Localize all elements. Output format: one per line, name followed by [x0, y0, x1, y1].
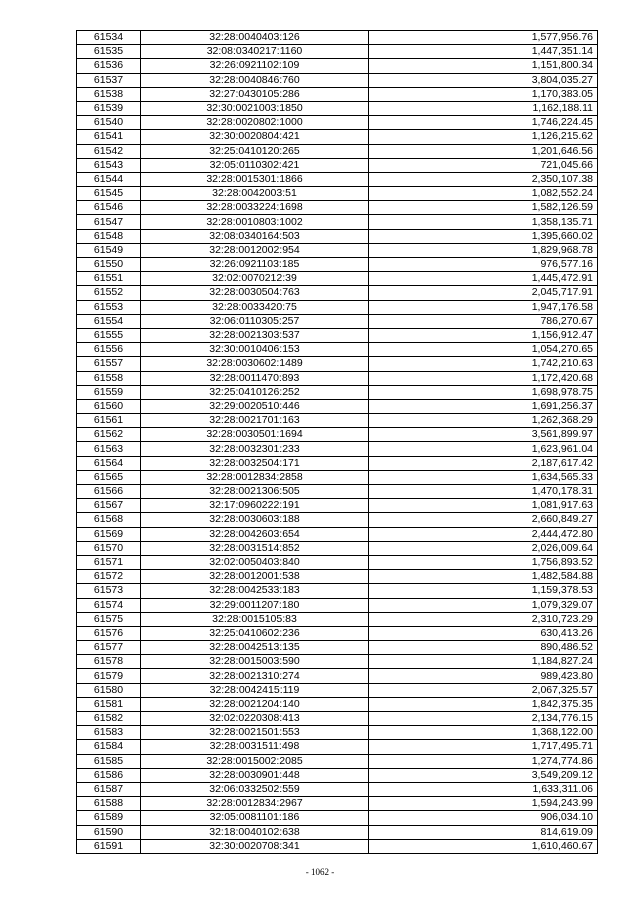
table-row: [77, 314, 598, 328]
table-body: [77, 31, 598, 854]
cadastral-number-cell: 32:28:0042415:119: [141, 683, 369, 697]
cadastral-value-cell: 1,482,584.88: [369, 570, 598, 584]
cadastral-value-cell: 1,746,224.45: [369, 116, 598, 130]
table-row: [77, 811, 598, 825]
cadastral-number-cell: 32:08:0340217:1160: [141, 45, 369, 59]
table-row: [77, 158, 598, 172]
cadastral-number-cell: 32:28:0033420:75: [141, 300, 369, 314]
cadastral-value-cell: 890,486.52: [369, 641, 598, 655]
cadastral-number-cell: 32:25:0410602:236: [141, 626, 369, 640]
cadastral-value-cell: 1,368,122.00: [369, 726, 598, 740]
table-row: [77, 754, 598, 768]
table-row: [77, 527, 598, 541]
cadastral-number-cell: 32:05:0081101:186: [141, 811, 369, 825]
table-row: [77, 328, 598, 342]
cadastral-number-cell: 32:28:0030501:1694: [141, 428, 369, 442]
table-row: [77, 31, 598, 45]
cadastral-number-cell: 32:26:0921103:185: [141, 258, 369, 272]
cadastral-value-cell: 1,170,383.05: [369, 87, 598, 101]
table-row: [77, 258, 598, 272]
row-index-cell: 61572: [77, 570, 141, 584]
cadastral-value-cell: 3,561,899.97: [369, 428, 598, 442]
cadastral-value-cell: 3,549,209.12: [369, 768, 598, 782]
cadastral-number-cell: 32:28:0030901:448: [141, 768, 369, 782]
row-index-cell: 61584: [77, 740, 141, 754]
cadastral-number-cell: 32:05:0110302:421: [141, 158, 369, 172]
cadastral-number-cell: 32:28:0020802:1000: [141, 116, 369, 130]
cadastral-value-cell: 1,447,351.14: [369, 45, 598, 59]
table-row: [77, 626, 598, 640]
cadastral-number-cell: 32:28:0021306:505: [141, 485, 369, 499]
row-index-cell: 61559: [77, 385, 141, 399]
table-row: [77, 541, 598, 555]
cadastral-number-cell: 32:28:0030504:763: [141, 286, 369, 300]
row-index-cell: 61580: [77, 683, 141, 697]
cadastral-value-cell: 1,610,460.67: [369, 839, 598, 853]
cadastral-value-cell: 1,623,961.04: [369, 442, 598, 456]
row-index-cell: 61539: [77, 101, 141, 115]
cadastral-value-cell: 3,804,035.27: [369, 73, 598, 87]
table-row: [77, 683, 598, 697]
row-index-cell: 61573: [77, 584, 141, 598]
cadastral-value-cell: 1,947,176.58: [369, 300, 598, 314]
cadastral-number-cell: 32:28:0012002:954: [141, 243, 369, 257]
table-row: [77, 286, 598, 300]
row-index-cell: 61581: [77, 697, 141, 711]
cadastral-value-cell: 1,742,210.63: [369, 357, 598, 371]
cadastral-value-cell: 1,470,178.31: [369, 485, 598, 499]
row-index-cell: 61578: [77, 655, 141, 669]
row-index-cell: 61591: [77, 839, 141, 853]
cadastral-number-cell: 32:08:0340164:503: [141, 229, 369, 243]
cadastral-number-cell: 32:25:0410126:252: [141, 385, 369, 399]
cadastral-number-cell: 32:02:0220308:413: [141, 712, 369, 726]
cadastral-value-cell: 1,151,800.34: [369, 59, 598, 73]
table-row: [77, 215, 598, 229]
row-index-cell: 61576: [77, 626, 141, 640]
cadastral-number-cell: 32:28:0032301:233: [141, 442, 369, 456]
cadastral-number-cell: 32:02:0050403:840: [141, 555, 369, 569]
cadastral-number-cell: 32:17:0960222:191: [141, 499, 369, 513]
cadastral-value-cell: 2,187,617.42: [369, 456, 598, 470]
table-row: [77, 73, 598, 87]
cadastral-number-cell: 32:28:0012834:2967: [141, 797, 369, 811]
cadastral-number-cell: 32:06:0110305:257: [141, 314, 369, 328]
cadastral-value-cell: 2,444,472.80: [369, 527, 598, 541]
cadastral-value-cell: 721,045.66: [369, 158, 598, 172]
cadastral-value-cell: 1,079,329.07: [369, 598, 598, 612]
cadastral-number-cell: 32:28:0042003:51: [141, 187, 369, 201]
row-index-cell: 61554: [77, 314, 141, 328]
cadastral-number-cell: 32:28:0042513:135: [141, 641, 369, 655]
cadastral-number-cell: 32:27:0430105:286: [141, 87, 369, 101]
row-index-cell: 61549: [77, 243, 141, 257]
table-row: [77, 513, 598, 527]
cadastral-number-cell: 32:28:0040403:126: [141, 31, 369, 45]
table-row: [77, 371, 598, 385]
cadastral-value-cell: 1,842,375.35: [369, 697, 598, 711]
table-row: [77, 59, 598, 73]
cadastral-number-cell: 32:28:0010803:1002: [141, 215, 369, 229]
cadastral-value-cell: 2,045,717.91: [369, 286, 598, 300]
cadastral-value-cell: 2,310,723.29: [369, 612, 598, 626]
cadastral-number-cell: 32:28:0040846:760: [141, 73, 369, 87]
row-index-cell: 61586: [77, 768, 141, 782]
cadastral-number-cell: 32:30:0010406:153: [141, 343, 369, 357]
row-index-cell: 61540: [77, 116, 141, 130]
row-index-cell: 61556: [77, 343, 141, 357]
row-index-cell: 61588: [77, 797, 141, 811]
table-row: [77, 782, 598, 796]
cadastral-value-cell: 1,054,270.65: [369, 343, 598, 357]
row-index-cell: 61587: [77, 782, 141, 796]
cadastral-value-cell: 1,756,893.52: [369, 555, 598, 569]
cadastral-number-cell: 32:28:0015003:590: [141, 655, 369, 669]
table-row: [77, 584, 598, 598]
table-row: [77, 598, 598, 612]
row-index-cell: 61555: [77, 328, 141, 342]
cadastral-number-cell: 32:30:0021003:1850: [141, 101, 369, 115]
cadastral-value-cell: 1,159,378.53: [369, 584, 598, 598]
cadastral-number-cell: 32:28:0031514:852: [141, 541, 369, 555]
cadastral-number-cell: 32:28:0021303:537: [141, 328, 369, 342]
cadastral-number-cell: 32:28:0042603:654: [141, 527, 369, 541]
cadastral-value-cell: 1,126,215.62: [369, 130, 598, 144]
page-number: - 1062 -: [305, 867, 335, 877]
row-index-cell: 61537: [77, 73, 141, 87]
table-row: [77, 470, 598, 484]
row-index-cell: 61542: [77, 144, 141, 158]
cadastral-value-cell: 1,577,956.76: [369, 31, 598, 45]
cadastral-value-cell: 976,577.16: [369, 258, 598, 272]
cadastral-number-cell: 32:28:0033224:1698: [141, 201, 369, 215]
table-row: [77, 45, 598, 59]
row-index-cell: 61577: [77, 641, 141, 655]
cadastral-number-cell: 32:30:0020804:421: [141, 130, 369, 144]
row-index-cell: 61571: [77, 555, 141, 569]
cadastral-number-cell: 32:28:0015105:83: [141, 612, 369, 626]
row-index-cell: 61570: [77, 541, 141, 555]
row-index-cell: 61558: [77, 371, 141, 385]
cadastral-number-cell: 32:28:0012834:2858: [141, 470, 369, 484]
row-index-cell: 61543: [77, 158, 141, 172]
table-row: [77, 726, 598, 740]
row-index-cell: 61535: [77, 45, 141, 59]
table-row: [77, 229, 598, 243]
cadastral-value-cell: 2,026,009.64: [369, 541, 598, 555]
cadastral-number-cell: 32:28:0012001:538: [141, 570, 369, 584]
cadastral-number-cell: 32:28:0021501:553: [141, 726, 369, 740]
cadastral-number-cell: 32:28:0032504:171: [141, 456, 369, 470]
cadastral-value-cell: 1,274,774.86: [369, 754, 598, 768]
row-index-cell: 61536: [77, 59, 141, 73]
cadastral-value-cell: 1,156,912.47: [369, 328, 598, 342]
cadastral-value-cell: 1,395,660.02: [369, 229, 598, 243]
cadastral-value-cell: 2,660,849.27: [369, 513, 598, 527]
cadastral-number-cell: 32:28:0015301:1866: [141, 172, 369, 186]
table-row: [77, 825, 598, 839]
row-index-cell: 61548: [77, 229, 141, 243]
cadastral-number-cell: 32:29:0011207:180: [141, 598, 369, 612]
cadastral-number-cell: 32:28:0021204:140: [141, 697, 369, 711]
table-row: [77, 485, 598, 499]
cadastral-value-cell: 1,082,552.24: [369, 187, 598, 201]
table-row: [77, 385, 598, 399]
table-row: [77, 428, 598, 442]
row-index-cell: 61561: [77, 414, 141, 428]
row-index-cell: 61590: [77, 825, 141, 839]
cadastral-number-cell: 32:28:0030603:188: [141, 513, 369, 527]
row-index-cell: 61547: [77, 215, 141, 229]
row-index-cell: 61579: [77, 669, 141, 683]
row-index-cell: 61585: [77, 754, 141, 768]
table-row: [77, 101, 598, 115]
cadastral-value-cell: 630,413.26: [369, 626, 598, 640]
table-row: [77, 655, 598, 669]
cadastral-number-cell: 32:28:0021310:274: [141, 669, 369, 683]
table-row: [77, 116, 598, 130]
cadastral-value-cell: 1,634,565.33: [369, 470, 598, 484]
row-index-cell: 61569: [77, 527, 141, 541]
table-row: [77, 414, 598, 428]
table-row: [77, 172, 598, 186]
table-row: [77, 442, 598, 456]
table-row: [77, 243, 598, 257]
cadastral-value-cell: 1,717,495.71: [369, 740, 598, 754]
cadastral-value-cell: 1,829,968.78: [369, 243, 598, 257]
cadastral-value-cell: 1,172,420.68: [369, 371, 598, 385]
table-row: [77, 641, 598, 655]
cadastral-value-cell: 1,698,978.75: [369, 385, 598, 399]
row-index-cell: 61534: [77, 31, 141, 45]
table-row: [77, 697, 598, 711]
row-index-cell: 61568: [77, 513, 141, 527]
row-index-cell: 61566: [77, 485, 141, 499]
table-row: [77, 669, 598, 683]
table-row: [77, 768, 598, 782]
table-row: [77, 272, 598, 286]
row-index-cell: 61553: [77, 300, 141, 314]
table-row: [77, 357, 598, 371]
row-index-cell: 61552: [77, 286, 141, 300]
table-row: [77, 343, 598, 357]
cadastral-number-cell: 32:30:0020708:341: [141, 839, 369, 853]
cadastral-value-cell: 814,619.09: [369, 825, 598, 839]
row-index-cell: 61575: [77, 612, 141, 626]
cadastral-value-cell: 2,350,107.38: [369, 172, 598, 186]
table-row: [77, 740, 598, 754]
cadastral-number-cell: 32:28:0015002:2085: [141, 754, 369, 768]
table-row: [77, 499, 598, 513]
cadastral-value-cell: 1,633,311.06: [369, 782, 598, 796]
table-row: [77, 839, 598, 853]
row-index-cell: 61563: [77, 442, 141, 456]
row-index-cell: 61582: [77, 712, 141, 726]
cadastral-number-cell: 32:25:0410120:265: [141, 144, 369, 158]
cadastral-number-cell: 32:29:0020510:446: [141, 399, 369, 413]
row-index-cell: 61574: [77, 598, 141, 612]
row-index-cell: 61545: [77, 187, 141, 201]
table-row: [77, 555, 598, 569]
cadastral-value-cell: 1,358,135.71: [369, 215, 598, 229]
row-index-cell: 61583: [77, 726, 141, 740]
cadastral-value-cell: 989,423.80: [369, 669, 598, 683]
cadastral-value-table: [76, 30, 598, 854]
table-row: [77, 399, 598, 413]
cadastral-value-cell: 1,445,472.91: [369, 272, 598, 286]
table-row: [77, 187, 598, 201]
row-index-cell: 61562: [77, 428, 141, 442]
cadastral-value-cell: 1,162,188.11: [369, 101, 598, 115]
cadastral-number-cell: 32:28:0042533:183: [141, 584, 369, 598]
row-index-cell: 61544: [77, 172, 141, 186]
cadastral-number-cell: 32:28:0031511:498: [141, 740, 369, 754]
cadastral-value-cell: 1,184,827.24: [369, 655, 598, 669]
table-row: [77, 87, 598, 101]
row-index-cell: 61567: [77, 499, 141, 513]
table-row: [77, 612, 598, 626]
row-index-cell: 61541: [77, 130, 141, 144]
cadastral-value-cell: 1,081,917.63: [369, 499, 598, 513]
table-row: [77, 300, 598, 314]
cadastral-number-cell: 32:28:0021701:163: [141, 414, 369, 428]
cadastral-number-cell: 32:28:0011470:893: [141, 371, 369, 385]
cadastral-number-cell: 32:18:0040102:638: [141, 825, 369, 839]
row-index-cell: 61546: [77, 201, 141, 215]
row-index-cell: 61557: [77, 357, 141, 371]
cadastral-number-cell: 32:26:0921102:109: [141, 59, 369, 73]
cadastral-number-cell: 32:28:0030602:1489: [141, 357, 369, 371]
row-index-cell: 61551: [77, 272, 141, 286]
row-index-cell: 61538: [77, 87, 141, 101]
cadastral-value-cell: 2,067,325.57: [369, 683, 598, 697]
cadastral-value-cell: 1,691,256.37: [369, 399, 598, 413]
table-row: [77, 456, 598, 470]
table-row: [77, 130, 598, 144]
cadastral-number-cell: 32:06:0332502:559: [141, 782, 369, 796]
cadastral-value-cell: 1,201,646.56: [369, 144, 598, 158]
cadastral-value-cell: 1,594,243.99: [369, 797, 598, 811]
row-index-cell: 61565: [77, 470, 141, 484]
table-row: [77, 712, 598, 726]
cadastral-number-cell: 32:02:0070212:39: [141, 272, 369, 286]
table-row: [77, 201, 598, 215]
row-index-cell: 61564: [77, 456, 141, 470]
table-row: [77, 570, 598, 584]
cadastral-value-cell: 2,134,776.15: [369, 712, 598, 726]
table-row: [77, 144, 598, 158]
row-index-cell: 61550: [77, 258, 141, 272]
table-row: [77, 797, 598, 811]
cadastral-value-cell: 906,034.10: [369, 811, 598, 825]
cadastral-value-cell: 1,262,368.29: [369, 414, 598, 428]
cadastral-value-cell: 786,270.67: [369, 314, 598, 328]
cadastral-value-cell: 1,582,126.59: [369, 201, 598, 215]
row-index-cell: 61560: [77, 399, 141, 413]
row-index-cell: 61589: [77, 811, 141, 825]
